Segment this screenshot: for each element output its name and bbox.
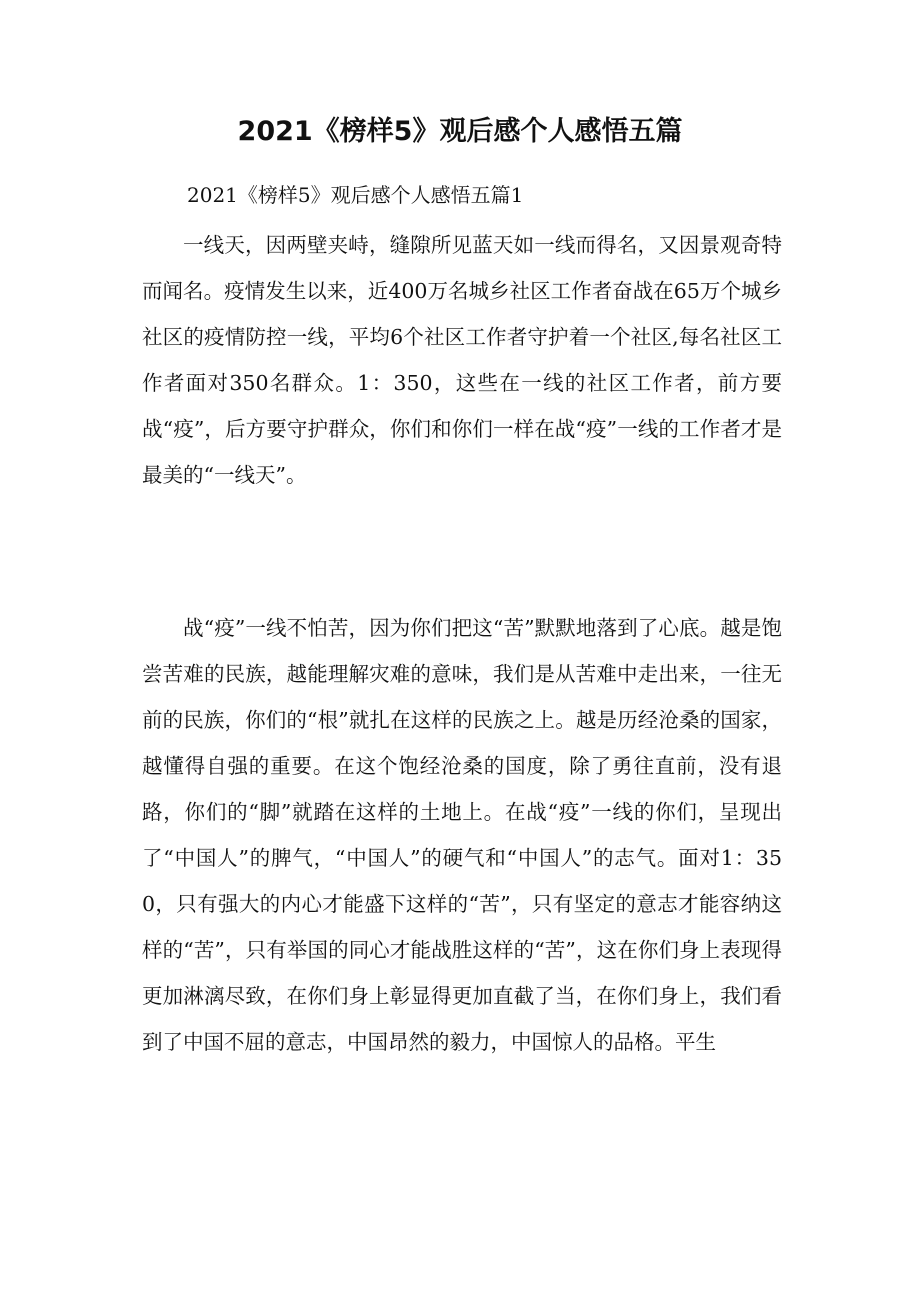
body-paragraph-2: 战“疫”一线不怕苦，因为你们把这“苦”默默地落到了心底。越是饱尝苦难的民族，越能理解灾难的意味，我们是从苦难中走出来，一往无前的民族，你们的“根”就扎在这样的民族之上。越是历经沧桑的国家，越懂得自强的重要。在这个饱经沧桑的国度，除了勇往直前，没有退路，你们的“脚”就踏在这样的土地上。在战“疫”一线的你们，呈现出了“中国人”的脾气，“中国人”的硬气和“中国人”的志气。面对1：350，只有强大的内心才能盛下这样的“苦”，只有坚定的意志才能容纳这样的“苦”，只有举国的同心才能战胜这样的“苦”，这在你们身上表现得更加淋漓尽致，在你们身上彰显得更加直截了当，在你们身上，我们看到了中国不屈的意志，中国昂然的毅力，中国惊人的品格。平生 — [142, 616, 782, 1054]
document-title: 2021《榜样5》观后感个人感悟五篇 — [237, 116, 683, 147]
document-subtitle: 2021《榜样5》观后感个人感悟五篇1 — [187, 183, 524, 207]
body-paragraph-1: 一线天，因两壁夹峙，缝隙所见蓝天如一线而得名，又因景观奇特而闻名。疫情发生以来，近400万名城乡社区工作者奋战在65万个城乡社区的疫情防控一线，平均6个社区工作者守护着一个社区,每名社区工作者面对350名群众。1：350，这些在一线的社区工作者，前方要战“疫”，后方要守护群众，你们和你们一样在战“疫”一线的工作者才是最美的“一线天”。 — [142, 233, 782, 487]
